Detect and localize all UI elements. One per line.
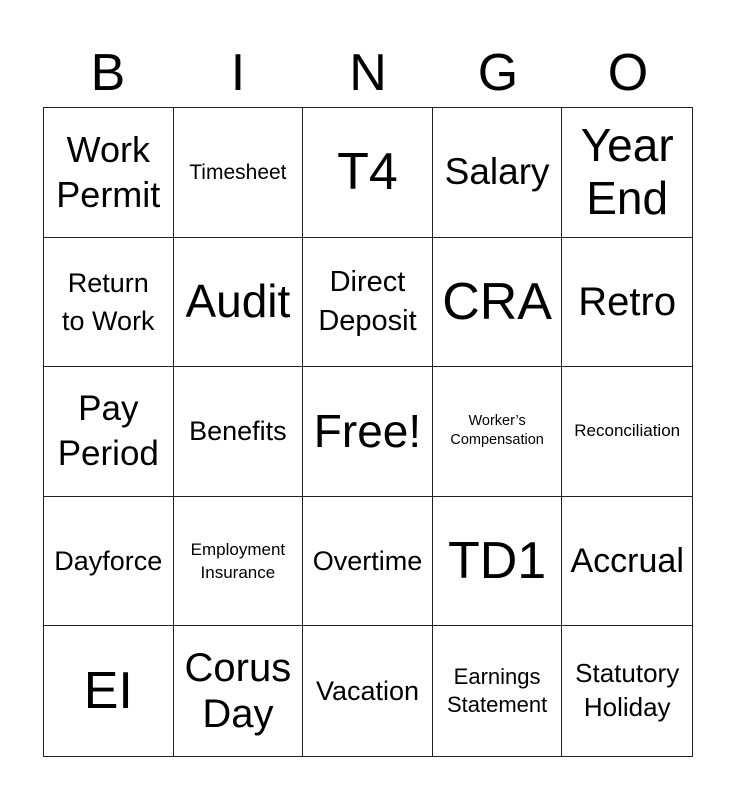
cell-label: Earnings Statement xyxy=(446,663,548,718)
cell-label: Vacation xyxy=(315,676,420,706)
cell-label: Corus Day xyxy=(184,646,292,737)
bingo-cell-benefits[interactable] xyxy=(174,367,304,497)
bingo-cell-earnings-statement[interactable] xyxy=(433,626,563,756)
cell-label: Employment Insurance xyxy=(190,539,286,583)
bingo-cell-accrual[interactable] xyxy=(562,497,692,627)
bingo-board xyxy=(43,107,693,757)
bingo-cell-overtime[interactable] xyxy=(303,497,433,627)
cell-label: TD1 xyxy=(447,531,547,590)
cell-label: Retro xyxy=(578,279,677,324)
bingo-cell-vacation[interactable] xyxy=(303,626,433,756)
bingo-cell-td1[interactable] xyxy=(433,497,563,627)
header-letter-g: G xyxy=(477,44,519,102)
cell-label: EI xyxy=(83,661,133,720)
bingo-cell-statutory-holiday[interactable] xyxy=(562,626,692,756)
header-letter-b: B xyxy=(90,44,126,102)
bingo-cell-pay-period[interactable] xyxy=(44,367,174,497)
header-letter-n: N xyxy=(349,44,387,102)
cell-label: Accrual xyxy=(570,542,684,580)
cell-label: Pay Period xyxy=(57,388,159,474)
bingo-cell-timesheet[interactable] xyxy=(174,108,304,238)
bingo-header xyxy=(43,40,693,106)
header-letter-o: O xyxy=(607,44,649,102)
bingo-cell-retro[interactable] xyxy=(562,238,692,368)
header-letter-i: I xyxy=(230,44,246,102)
bingo-cell-workers-compensation[interactable] xyxy=(433,367,563,497)
cell-label: Audit xyxy=(185,275,291,328)
cell-label: Return to Work xyxy=(62,267,155,336)
cell-label: Overtime xyxy=(312,545,423,576)
cell-label: Dayforce xyxy=(54,545,163,576)
bingo-cell-year-end[interactable] xyxy=(562,108,692,238)
bingo-cell-reconciliation[interactable] xyxy=(562,367,692,497)
bingo-cell-salary[interactable] xyxy=(433,108,563,238)
cell-label: Timesheet xyxy=(189,160,287,184)
bingo-cell-corus-day[interactable] xyxy=(174,626,304,756)
bingo-cell-t4[interactable] xyxy=(303,108,433,238)
cell-label: Year End xyxy=(580,119,674,225)
cell-label: Free! xyxy=(313,405,422,458)
cell-label: Salary xyxy=(444,151,550,193)
bingo-cell-direct-deposit[interactable] xyxy=(303,238,433,368)
bingo-cell-work-permit[interactable] xyxy=(44,108,174,238)
cell-label: Worker’s Compensation xyxy=(450,412,544,449)
bingo-cell-audit[interactable] xyxy=(174,238,304,368)
cell-label: CRA xyxy=(442,272,552,331)
bingo-cell-free[interactable] xyxy=(303,367,433,497)
cell-label: Statutory Holiday xyxy=(575,658,680,723)
cell-label: Work Permit xyxy=(56,129,161,216)
cell-label: Reconciliation xyxy=(574,421,681,441)
bingo-cell-ei[interactable] xyxy=(44,626,174,756)
bingo-cell-cra[interactable] xyxy=(433,238,563,368)
cell-label: Direct Deposit xyxy=(318,265,417,337)
bingo-cell-return-to-work[interactable] xyxy=(44,238,174,368)
bingo-cell-dayforce[interactable] xyxy=(44,497,174,627)
bingo-cell-employment-insurance[interactable] xyxy=(174,497,304,627)
cell-label: T4 xyxy=(337,143,398,201)
cell-label: Benefits xyxy=(189,416,287,447)
